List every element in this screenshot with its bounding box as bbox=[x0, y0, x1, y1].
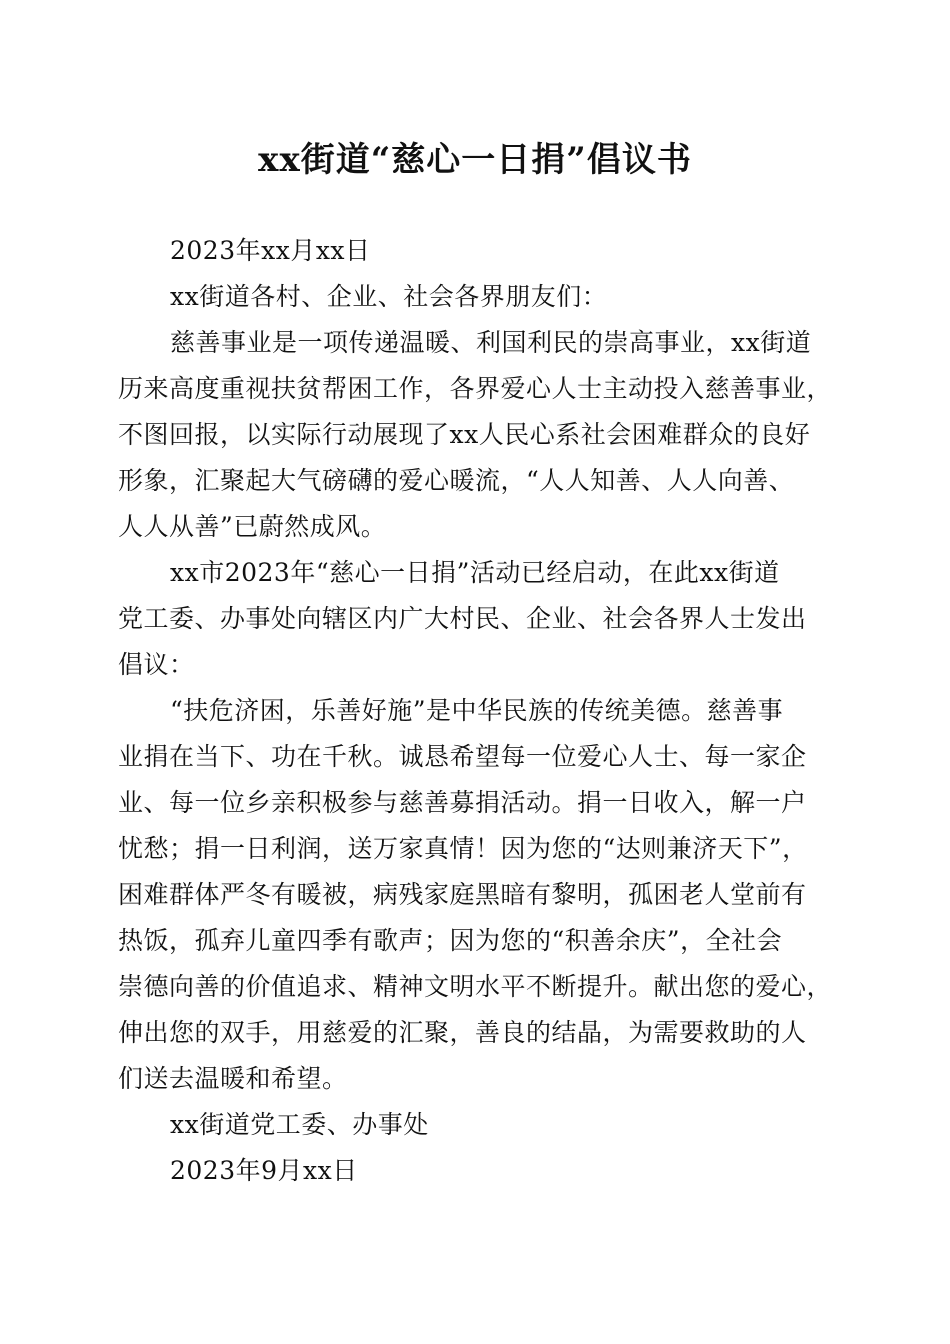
text-line: 忧愁；捐一日利润，送万家真情！因为您的“达则兼济天下”， bbox=[118, 834, 808, 863]
text-line: xx市2023年“慈心一日捐”活动已经启动，在此xx街道 bbox=[170, 558, 780, 587]
text-line: 们送去温暖和希望。 bbox=[118, 1064, 348, 1093]
text-line: 形象，汇聚起大气磅礴的爱心暖流，“人人知善、人人向善、 bbox=[118, 466, 795, 495]
text-line: 倡议： bbox=[118, 650, 195, 679]
text-line: 2023年xx月xx日 bbox=[170, 236, 371, 265]
text-line: 业捐在当下、功在千秋。诚恳希望每一位爱心人士、每一家企 bbox=[118, 742, 807, 771]
text-line: xx街道党工委、办事处 bbox=[170, 1110, 429, 1139]
text-line: 崇德向善的价值追求、精神文明水平不断提升。献出您的爱心， bbox=[118, 972, 833, 1001]
text-line: xx街道各村、企业、社会各界朋友们： bbox=[170, 282, 608, 311]
text-line: 人人从善”已蔚然成风。 bbox=[118, 512, 387, 541]
text-line: 伸出您的双手，用慈爱的汇聚，善良的结晶，为需要救助的人 bbox=[118, 1018, 807, 1047]
document-body bbox=[118, 228, 833, 1194]
document-title: xx街道“慈心一日捐”倡议书 bbox=[258, 140, 692, 180]
text-line: 困难群体严冬有暖被，病残家庭黑暗有黎明，孤困老人堂前有 bbox=[118, 880, 807, 909]
text-line: 不图回报，以实际行动展现了xx人民心系社会困难群众的良好 bbox=[118, 420, 811, 449]
text-line: 热饭，孤弃儿童四季有歌声；因为您的“积善余庆”，全社会 bbox=[118, 926, 783, 955]
text-line: 慈善事业是一项传递温暖、利国利民的崇高事业，xx街道 bbox=[170, 328, 812, 357]
text-line: 历来高度重视扶贫帮困工作，各界爱心人士主动投入慈善事业， bbox=[118, 374, 833, 403]
text-line: 2023年9月xx日 bbox=[170, 1156, 358, 1185]
text-line: 党工委、办事处向辖区内广大村民、企业、社会各界人士发出 bbox=[118, 604, 807, 633]
text-line: 业、每一位乡亲积极参与慈善募捐活动。捐一日收入，解一户 bbox=[118, 788, 807, 817]
text-line: “扶危济困，乐善好施”是中华民族的传统美德。慈善事 bbox=[170, 696, 784, 725]
